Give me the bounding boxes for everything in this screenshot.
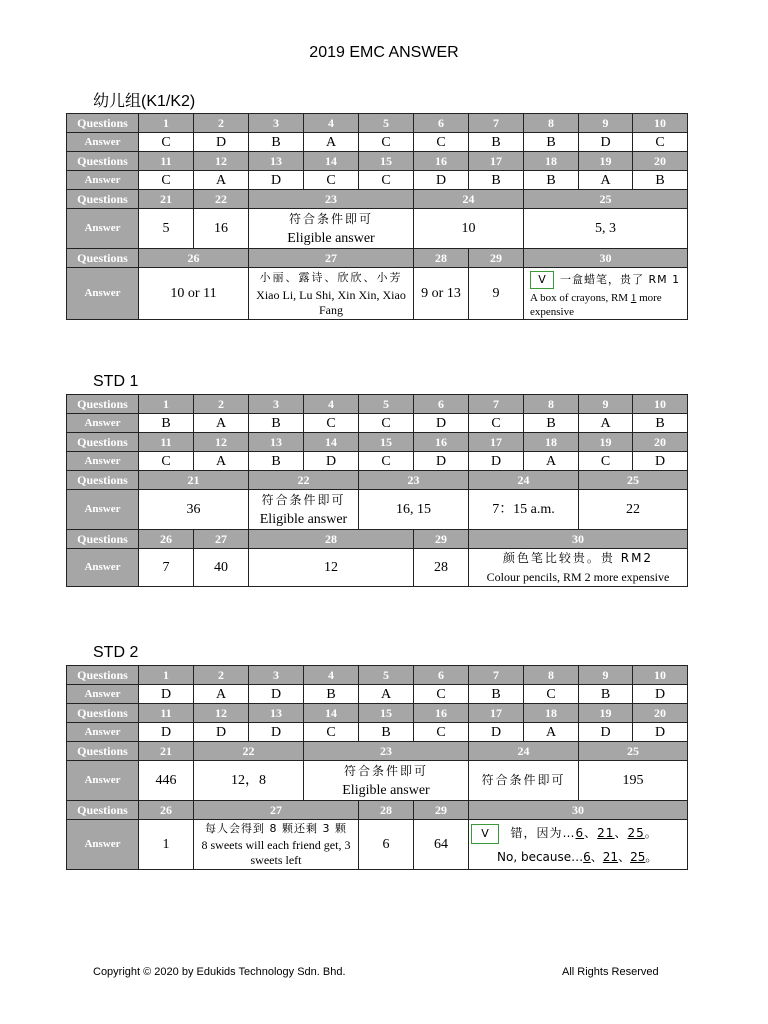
question-row [67, 395, 688, 414]
question-number: 24 [414, 190, 524, 209]
question-number: 23 [304, 742, 469, 761]
question-row [67, 666, 688, 685]
answer-label: Answer [67, 723, 139, 742]
question-number: 21 [139, 742, 194, 761]
answer-cell: 5 [139, 209, 194, 249]
question-number: 9 [579, 666, 633, 685]
answer-cell: C [633, 133, 688, 152]
answer-text-part: No, because… [497, 850, 584, 864]
answer-text-underlined: 6 [583, 850, 591, 864]
answer-cell [469, 820, 688, 870]
questions-label: Questions [67, 666, 139, 685]
answer-cell: 9 [469, 268, 524, 320]
question-number: 12 [194, 433, 249, 452]
question-number: 12 [194, 704, 249, 723]
answer-cell [249, 268, 414, 320]
question-number: 26 [139, 530, 194, 549]
question-number: 15 [359, 704, 414, 723]
question-number: 9 [579, 114, 633, 133]
answer-row [67, 414, 688, 433]
question-number: 6 [414, 666, 469, 685]
questions-label: Questions [67, 249, 139, 268]
answer-cell: A [194, 452, 249, 471]
question-row [67, 742, 688, 761]
answer-cell: C [414, 133, 469, 152]
question-number: 7 [469, 395, 524, 414]
question-number: 30 [524, 249, 688, 268]
answer-cell: D [633, 452, 688, 471]
answer-cell [249, 490, 359, 530]
answer-cell: A [194, 685, 249, 704]
question-number: 21 [139, 190, 194, 209]
question-number: 19 [579, 433, 633, 452]
answer-text-cn: 每人会得到 8 颗还剩 3 颗 [205, 822, 347, 835]
answer-cell: C [139, 452, 194, 471]
answer-text-part: 、 [614, 826, 628, 840]
answer-cell: 16, 15 [359, 490, 469, 530]
question-number: 27 [249, 249, 414, 268]
question-number: 27 [194, 801, 359, 820]
answer-cell: C [359, 133, 414, 152]
answer-text-underlined: 25 [627, 826, 645, 840]
answer-line-cn [471, 824, 687, 844]
answer-text-cn: 小丽、露诗、欣欣、小芳 [259, 270, 403, 284]
question-number: 7 [469, 114, 524, 133]
question-number: 9 [579, 395, 633, 414]
answer-text-en: Xiao Li, Lu Shi, Xin Xin, Xiao Fang [256, 287, 406, 317]
question-number: 13 [249, 433, 304, 452]
answer-cell: A [524, 452, 579, 471]
question-number: 3 [249, 666, 304, 685]
answer-cell: 5, 3 [524, 209, 688, 249]
answer-cell [469, 761, 579, 801]
answer-label: Answer [67, 171, 139, 190]
answer-text-en: Eligible answer [259, 511, 348, 527]
question-row [67, 433, 688, 452]
answer-cell: D [249, 171, 304, 190]
questions-label: Questions [67, 190, 139, 209]
answer-row [67, 820, 688, 870]
question-number: 15 [359, 152, 414, 171]
footer-rights: All Rights Reserved [562, 966, 659, 978]
answer-cell: A [579, 171, 633, 190]
answer-cell: B [524, 414, 579, 433]
question-number: 24 [469, 742, 579, 761]
question-number: 8 [524, 666, 579, 685]
question-number: 1 [139, 114, 194, 133]
answer-text-cn: 符合条件即可 [343, 763, 428, 778]
question-number: 22 [249, 471, 359, 490]
question-number: 23 [249, 190, 414, 209]
answer-row [67, 549, 688, 587]
questions-label: Questions [67, 395, 139, 414]
question-number: 10 [633, 666, 688, 685]
question-number: 29 [469, 249, 524, 268]
question-number: 16 [414, 704, 469, 723]
check-mark-icon: V [530, 271, 554, 289]
answer-label: Answer [67, 209, 139, 249]
section-heading-k: 幼儿组(K1/K2) [93, 93, 196, 110]
page-title: 2019 EMC ANSWER [309, 44, 459, 61]
question-number: 20 [633, 704, 688, 723]
answer-text-underlined: 6 [575, 826, 585, 840]
question-number: 1 [139, 395, 194, 414]
question-number: 8 [524, 395, 579, 414]
answer-cell: 7：15 a.m. [469, 490, 579, 530]
question-number: 4 [304, 666, 359, 685]
answer-cell: D [579, 723, 633, 742]
answer-cell: C [579, 452, 633, 471]
question-number: 11 [139, 152, 194, 171]
answer-text-part: 、 [584, 826, 598, 840]
question-number: 23 [359, 471, 469, 490]
questions-label: Questions [67, 704, 139, 723]
answer-text-underlined: 1 [630, 291, 637, 304]
answer-cell: 64 [414, 820, 469, 870]
answer-text-underlined: 25 [630, 850, 646, 864]
answer-cell: 12，8 [194, 761, 304, 801]
answer-cell: D [633, 685, 688, 704]
answer-cell: A [304, 133, 359, 152]
section-heading-std2: STD 2 [93, 644, 139, 661]
answer-cell: C [139, 171, 194, 190]
answer-cell: B [249, 414, 304, 433]
question-number: 13 [249, 152, 304, 171]
answer-cell: D [139, 685, 194, 704]
question-number: 24 [469, 471, 579, 490]
answer-row [67, 761, 688, 801]
question-number: 26 [139, 249, 249, 268]
question-number: 8 [524, 114, 579, 133]
answer-label: Answer [67, 761, 139, 801]
answer-cell: C [414, 723, 469, 742]
answer-cell: B [469, 685, 524, 704]
answer-cell: C [359, 171, 414, 190]
answer-cell: C [139, 133, 194, 152]
question-number: 18 [524, 433, 579, 452]
answer-cell: 12 [249, 549, 414, 587]
answer-cell: C [524, 685, 579, 704]
question-row [67, 801, 688, 820]
check-mark-icon: V [471, 824, 499, 844]
question-number: 15 [359, 433, 414, 452]
answer-text-cn: 符合条件即可 [481, 773, 566, 787]
question-number: 18 [524, 152, 579, 171]
answer-row [67, 452, 688, 471]
answer-cell [249, 209, 414, 249]
answer-text-part: 。 [645, 850, 658, 864]
question-row [67, 152, 688, 171]
answer-cell: 40 [194, 549, 249, 587]
answer-text-part: 。 [644, 826, 658, 840]
question-number: 20 [633, 433, 688, 452]
question-number: 4 [304, 395, 359, 414]
answer-cell: A [579, 414, 633, 433]
question-number: 6 [414, 395, 469, 414]
question-number: 2 [194, 666, 249, 685]
answer-cell [524, 268, 688, 320]
question-number: 28 [249, 530, 414, 549]
questions-label: Questions [67, 471, 139, 490]
question-number: 25 [579, 471, 688, 490]
question-number: 10 [633, 114, 688, 133]
answer-label: Answer [67, 490, 139, 530]
answer-cell: C [304, 171, 359, 190]
answer-row [67, 171, 688, 190]
answer-cell: 16 [194, 209, 249, 249]
answer-label: Answer [67, 452, 139, 471]
answer-cell: C [304, 414, 359, 433]
question-row [67, 530, 688, 549]
answer-table-std2 [66, 665, 688, 870]
answer-cell: 9 or 13 [414, 268, 469, 320]
answer-cell: D [139, 723, 194, 742]
answer-cell: A [524, 723, 579, 742]
answer-cell: B [249, 452, 304, 471]
question-number: 19 [579, 704, 633, 723]
question-number: 28 [359, 801, 414, 820]
answer-text-en: Colour pencils, RM 2 more expensive [486, 569, 670, 584]
answer-cell: A [359, 685, 414, 704]
answer-cell: B [633, 171, 688, 190]
answer-line-cn [530, 271, 687, 289]
questions-label: Questions [67, 152, 139, 171]
answer-cell: B [469, 171, 524, 190]
answer-cell: D [414, 171, 469, 190]
answer-text-cn: 一盒蜡笔，贵了 RM 1 [560, 272, 681, 286]
question-number: 21 [139, 471, 249, 490]
question-number: 2 [194, 114, 249, 133]
answer-text-en: Eligible answer [342, 782, 430, 798]
questions-label: Questions [67, 433, 139, 452]
answer-cell: C [359, 452, 414, 471]
answer-cell: D [249, 723, 304, 742]
question-number: 11 [139, 433, 194, 452]
question-number: 17 [469, 433, 524, 452]
answer-cell [469, 549, 688, 587]
answer-cell: 1 [139, 820, 194, 870]
question-number: 17 [469, 704, 524, 723]
question-number: 29 [414, 801, 469, 820]
answer-line-en [471, 850, 687, 865]
answer-text-cn [511, 826, 658, 840]
answer-cell: 195 [579, 761, 688, 801]
question-number: 3 [249, 114, 304, 133]
question-number: 14 [304, 704, 359, 723]
questions-label: Questions [67, 114, 139, 133]
answer-cell: B [524, 133, 579, 152]
answer-cell [194, 820, 359, 870]
answer-text-part: 错，因为… [510, 826, 576, 840]
answer-cell: B [139, 414, 194, 433]
answer-row [67, 133, 688, 152]
question-number: 5 [359, 395, 414, 414]
question-number: 29 [414, 530, 469, 549]
question-number: 13 [249, 704, 304, 723]
question-number: 7 [469, 666, 524, 685]
answer-cell: D [414, 452, 469, 471]
answer-cell: B [579, 685, 633, 704]
question-number: 22 [194, 190, 249, 209]
answer-cell: B [359, 723, 414, 742]
question-number: 22 [194, 742, 304, 761]
question-number: 5 [359, 114, 414, 133]
answer-cell: D [414, 414, 469, 433]
question-number: 5 [359, 666, 414, 685]
question-number: 26 [139, 801, 194, 820]
question-number: 18 [524, 704, 579, 723]
answer-cell: 28 [414, 549, 469, 587]
answer-cell: 7 [139, 549, 194, 587]
answer-text-part: 、 [590, 850, 603, 864]
question-number: 10 [633, 395, 688, 414]
answer-text-cn: 符合条件即可 [261, 492, 346, 507]
answer-cell: B [304, 685, 359, 704]
answer-cell: 10 [414, 209, 524, 249]
answer-cell: B [249, 133, 304, 152]
answer-text-en: Eligible answer [287, 230, 375, 246]
questions-label: Questions [67, 530, 139, 549]
question-number: 4 [304, 114, 359, 133]
question-number: 25 [524, 190, 688, 209]
question-number: 11 [139, 704, 194, 723]
question-row [67, 190, 688, 209]
question-number: 28 [414, 249, 469, 268]
answer-cell: B [524, 171, 579, 190]
question-number: 25 [579, 742, 688, 761]
question-number: 1 [139, 666, 194, 685]
answer-text-en [530, 291, 687, 319]
question-number: 20 [633, 152, 688, 171]
answer-label: Answer [67, 820, 139, 870]
question-row [67, 114, 688, 133]
footer-copyright: Copyright © 2020 by Edukids Technology Sdn. Bhd. [93, 966, 346, 978]
question-number: 16 [414, 433, 469, 452]
answer-cell: 10 or 11 [139, 268, 249, 320]
answer-cell: 6 [359, 820, 414, 870]
answer-cell: D [194, 133, 249, 152]
answer-text-part: A box of crayons, RM [530, 291, 631, 304]
answer-row [67, 268, 688, 320]
answer-cell: A [194, 171, 249, 190]
answer-cell: A [194, 414, 249, 433]
answer-table-std1 [66, 394, 688, 587]
answer-cell: D [249, 685, 304, 704]
answer-cell: C [414, 685, 469, 704]
question-row [67, 704, 688, 723]
questions-label: Questions [67, 742, 139, 761]
answer-cell: D [469, 723, 524, 742]
questions-label: Questions [67, 801, 139, 820]
answer-label: Answer [67, 414, 139, 433]
answer-cell: D [194, 723, 249, 742]
answer-cell: B [469, 133, 524, 152]
question-row [67, 249, 688, 268]
answer-text-underlined: 21 [597, 826, 615, 840]
answer-cell: D [579, 133, 633, 152]
answer-text-underlined: 21 [602, 850, 619, 864]
answer-cell [304, 761, 469, 801]
answer-text-cn: 符合条件即可 [288, 211, 373, 226]
section-heading-std1: STD 1 [93, 373, 139, 390]
question-number: 6 [414, 114, 469, 133]
answer-cell: D [633, 723, 688, 742]
question-number: 19 [579, 152, 633, 171]
question-number: 14 [304, 152, 359, 171]
answer-row [67, 723, 688, 742]
answer-text-part: more expensive [530, 291, 662, 318]
question-number: 2 [194, 395, 249, 414]
answer-row [67, 685, 688, 704]
answer-cell: C [469, 414, 524, 433]
answer-cell: B [633, 414, 688, 433]
answer-cell: 36 [139, 490, 249, 530]
answer-cell: 446 [139, 761, 194, 801]
answer-row [67, 490, 688, 530]
answer-text-en: 8 sweets will each friend get, 3 sweets left [201, 838, 351, 867]
question-row [67, 471, 688, 490]
answer-cell: D [469, 452, 524, 471]
answer-row [67, 209, 688, 249]
answer-label: Answer [67, 685, 139, 704]
answer-label: Answer [67, 133, 139, 152]
answer-cell: C [304, 723, 359, 742]
answer-cell: 22 [579, 490, 688, 530]
answer-cell: C [359, 414, 414, 433]
question-number: 16 [414, 152, 469, 171]
answer-label: Answer [67, 549, 139, 587]
answer-table-k [66, 113, 688, 320]
answer-text-cn: 颜色笔比较贵。贵 RM2 [502, 550, 654, 565]
question-number: 30 [469, 530, 688, 549]
answer-text-part: 、 [618, 850, 631, 864]
question-number: 3 [249, 395, 304, 414]
question-number: 27 [194, 530, 249, 549]
question-number: 30 [469, 801, 688, 820]
question-number: 17 [469, 152, 524, 171]
answer-cell: D [304, 452, 359, 471]
answer-label: Answer [67, 268, 139, 320]
question-number: 12 [194, 152, 249, 171]
question-number: 14 [304, 433, 359, 452]
